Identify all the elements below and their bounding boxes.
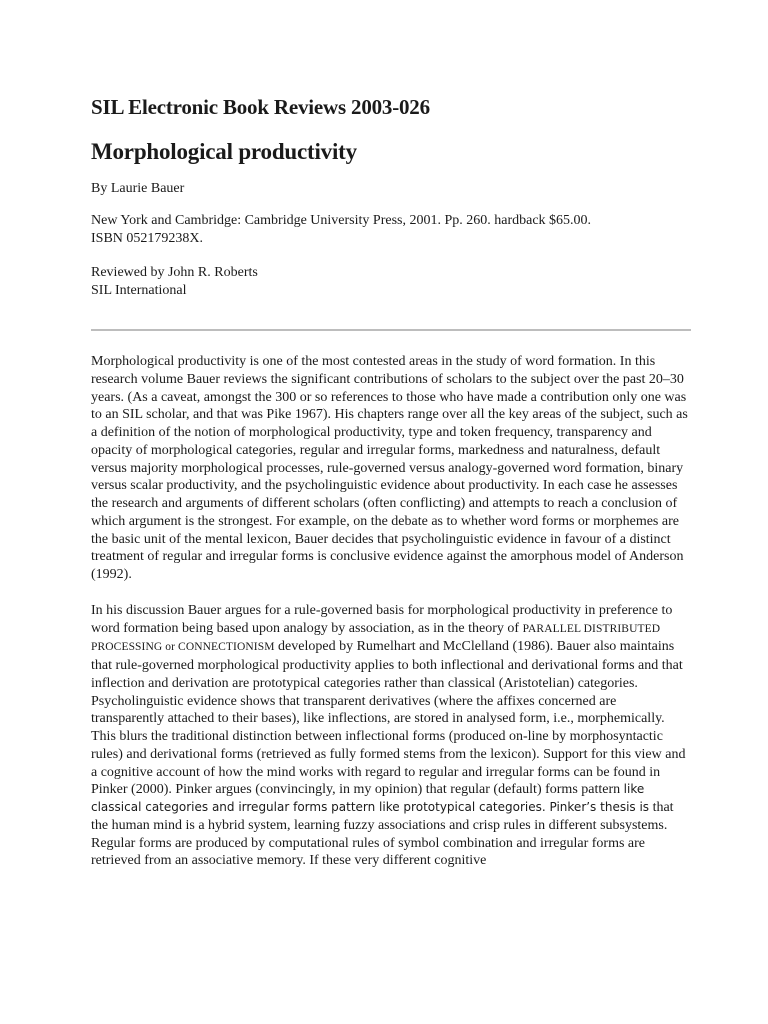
reviewer-affiliation: SIL International [91, 283, 187, 298]
isbn-line: ISBN 052179238X. [91, 231, 204, 246]
paragraph-2-text-b: developed by Rumelhart and McClelland (1986). Bauer also maintains that rule-governed morphological productivity applies to both inflectional and derivational forms and that inflection and derivation are prototypical categories rather than classical (Aristotelian) categories. Psycholinguistic evidence shows that transparent derivatives (where the affixes concerned are transparently attached to their bases), like inflections, are stored in analysed form, i.e., morphemically. This blurs the traditional distinction between inflectional forms (produced on-line by morphosyntactic rules) and derivational forms (retrieved as fully formed stems from the lexicon). Support for this view and a cognitive account of how the mind works with regard to regular and irregular forms can be found in Pinker (2000). Pinker argues (convincingly, in my opinion) that regular (default) forms pattern [91, 639, 686, 798]
book-author: By Laurie Bauer [91, 181, 185, 196]
review-paragraph-2 [91, 602, 691, 870]
publication-info [91, 212, 691, 248]
reviewer-info [91, 264, 691, 300]
term-parallel-distributed-processing: PARALLEL DISTRIBUTED PROCESSING [91, 622, 661, 654]
paragraph-2-text-a: In his discussion Bauer argues for a rule-governed basis for morphological productivity in preference to word formation being based upon analogy by association, as in the theory of [91, 602, 673, 636]
series-heading: SIL Electronic Book Reviews 2003-026 [91, 95, 430, 119]
review-paragraph-1: Morphological productivity is one of the most contested areas in the study of word formation. In this research volume Bauer reviews the significant contributions of scholars to the subject over the past 20–30 years. (As a caveat, amongst the 300 or so references to those who have made a contribution only one was to an SIL scholar, and that was Pike 1967). His chapters range over all the key areas of the subject, such as a definition of the notion of morphological productivity, type and token frequency, transparency and opacity of morphological categories, regular and irregular forms, markedness and naturalness, default versus majority morphological processes, rule-governed versus analogy-governed word formation, binary versus scalar productivity, and the psycholinguistic evidence about productivity. In each case he assesses the research and arguments of different scholars (often conflicting) and attempts to reach a conclusion of which argument is the strongest. For example, on the debate as to whether word forms or morphemes are the basic unit of the mental lexicon, Bauer decides that psycholinguistic evidence in favour of a distinct treatment of regular and irregular forms is conclusive evidence against the amorphous model of Anderson (1992). [91, 354, 688, 582]
term-joiner: or [162, 641, 179, 654]
paragraph-2-text-c: that the human mind is a hybrid system, learning fuzzy associations and crisp rules in different subsystems. Regular forms are produced by computational rules of symbol combination and irregular forms are retrieved from an associative memory. If these very different cognitive [91, 800, 674, 869]
paragraph-2-sans-run: like classical categories and irregular forms pattern like prototypical categories. Pinker’s thesis is [91, 782, 650, 814]
term-connectionism: CONNECTIONISM [178, 641, 275, 654]
publication-line: New York and Cambridge: Cambridge University Press, 2001. Pp. 260. hardback $65.00. [91, 213, 592, 228]
book-title: Morphological productivity [91, 139, 357, 164]
review-page [91, 92, 691, 870]
section-divider [91, 329, 691, 331]
reviewer-name: Reviewed by John R. Roberts [91, 265, 258, 280]
